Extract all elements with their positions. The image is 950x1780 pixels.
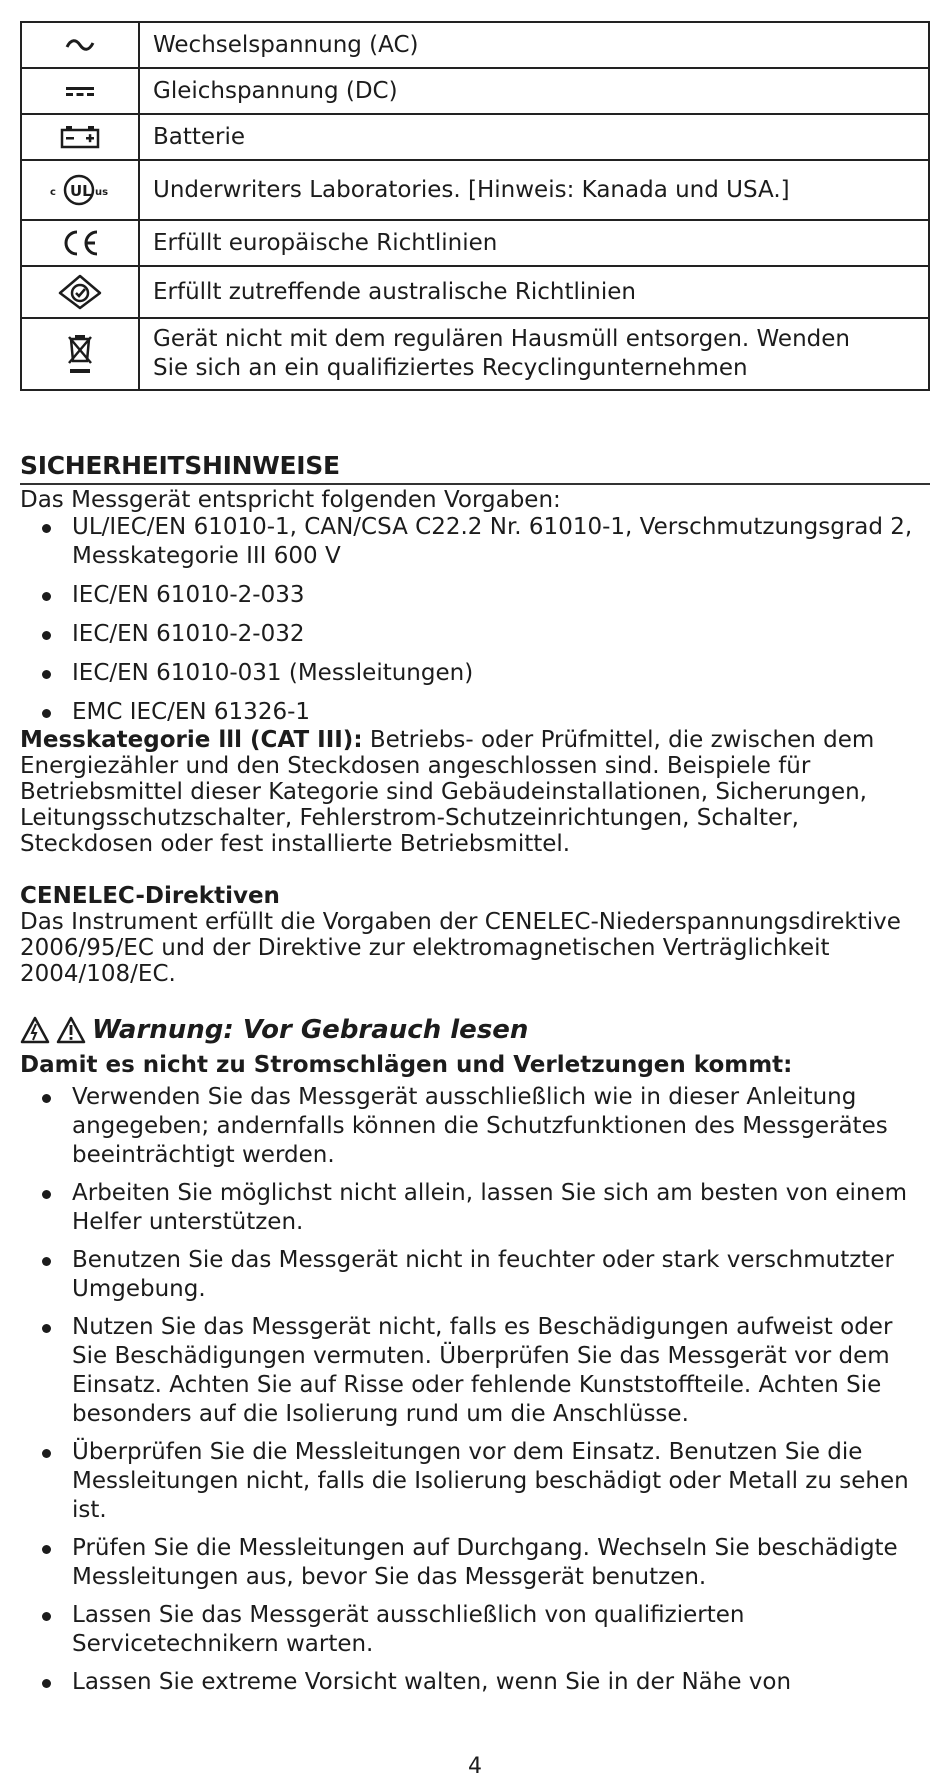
standards-list — [20, 513, 930, 727]
warning-list-item: Nutzen Sie das Messgerät nicht, falls es Beschädigungen aufweist oder Sie Beschädigungen vermuten. Überprüfen Sie das Messgerät vor dem Einsatz. Achten Sie auf Risse oder fehlende Kunststoffteile. Achten Sie besonders auf die Isolierung rund um die Anschlüsse. — [20, 1313, 930, 1429]
electric-hazard-icon — [20, 1016, 50, 1044]
symbol-description: Gleichspannung (DC) — [139, 68, 929, 114]
symbol-icon-cell — [21, 160, 139, 220]
svg-text:c: c — [50, 187, 56, 198]
warning-list-item: Verwenden Sie das Messgerät ausschließlich wie in dieser Anleitung angegeben; andernfalls können die Schutzfunktionen des Messgerätes beeinträchtigt werden. — [20, 1083, 930, 1170]
warning-triangle-icon — [56, 1016, 86, 1044]
warning-list-item: Lassen Sie das Messgerät ausschließlich von qualifizierten Servicetechnikern warten. — [20, 1601, 930, 1659]
symbol-row-dc — [21, 68, 929, 114]
standards-list-item: IEC/EN 61010-031 (Messleitungen) — [20, 659, 930, 688]
symbol-description: Batterie — [139, 114, 929, 160]
safety-heading: SICHERHEITSHINWEISE — [20, 450, 930, 485]
warning-title: Warnung: Vor Gebrauch lesen — [92, 1015, 529, 1045]
symbol-icon-cell — [21, 114, 139, 160]
safety-content — [20, 450, 930, 1706]
symbol-description — [139, 318, 929, 390]
symbol-description: Erfüllt zutreffende australische Richtlinien — [139, 266, 929, 318]
warning-heading — [20, 1013, 930, 1047]
symbol-description-line: Sie sich an ein qualifiziertes Recyclingunternehmen — [153, 355, 748, 381]
symbol-row-weee — [21, 318, 929, 390]
symbol-row-ul — [21, 160, 929, 220]
standards-list-item: IEC/EN 61010-2-032 — [20, 620, 930, 649]
symbol-icon-cell — [21, 68, 139, 114]
symbol-icon-cell — [21, 22, 139, 68]
weee-bin-icon — [66, 331, 94, 377]
symbol-description: Erfüllt europäische Richtlinien — [139, 220, 929, 266]
symbol-row-ac — [21, 22, 929, 68]
measurement-category-text: Betriebs- oder Prüfmittel, die zwischen dem Energiezähler und den Steckdosen angeschlossen sind. Beispiele für Betriebsmittel dieser Kategorie sind Gebäudeinstallationen, Sicherungen, Leitungsschutzschalter, Fehlerstrom-Schutzeinrichtungen, Schalter, Steckdosen oder fest installierte Betriebsmittel. — [20, 727, 875, 857]
symbol-description-line: Gerät nicht mit dem regulären Hausmüll entsorgen. Wenden — [153, 326, 850, 352]
ac-sine-icon — [65, 38, 95, 52]
cenelec-text: Das Instrument erfüllt die Vorgaben der CENELEC-Niederspannungsdirektive 2006/95/EC und der Direktive zur elektromagnetischen Verträglichkeit 2004/108/EC. — [20, 909, 901, 987]
warning-list-item: Überprüfen Sie die Messleitungen vor dem Einsatz. Benutzen Sie die Messleitungen nicht, falls die Isolierung beschädigt oder Metall zu sehen ist. — [20, 1438, 930, 1525]
ul-listing-icon — [48, 172, 112, 208]
svg-text:us: us — [95, 187, 109, 198]
symbol-icon-cell — [21, 266, 139, 318]
symbol-row-battery — [21, 114, 929, 160]
measurement-category-paragraph — [20, 727, 930, 857]
ce-mark-icon — [60, 229, 100, 257]
symbol-row-rcm — [21, 266, 929, 318]
symbol-description: Wechselspannung (AC) — [139, 22, 929, 68]
warning-list-item: Benutzen Sie das Messgerät nicht in feuchter oder stark verschmutzter Umgebung. — [20, 1246, 930, 1304]
dc-icon — [65, 85, 95, 97]
warning-list-item: Arbeiten Sie möglichst nicht allein, lassen Sie sich am besten von einem Helfer unterstützen. — [20, 1179, 930, 1237]
symbol-icon-cell — [21, 220, 139, 266]
rcm-mark-icon — [56, 273, 104, 311]
standards-list-item: EMC IEC/EN 61326-1 — [20, 698, 930, 727]
symbol-description: Underwriters Laboratories. [Hinweis: Kanada und USA.] — [139, 160, 929, 220]
symbol-row-ce — [21, 220, 929, 266]
warning-list-item: Lassen Sie extreme Vorsicht walten, wenn Sie in der Nähe von — [20, 1668, 930, 1697]
warning-list-item: Prüfen Sie die Messleitungen auf Durchgang. Wechseln Sie beschädigte Messleitungen aus, bevor Sie das Messgerät benutzen. — [20, 1534, 930, 1592]
standards-list-item: UL/IEC/EN 61010-1, CAN/CSA C22.2 Nr. 61010-1, Verschmutzungsgrad 2, Messkategorie III 600 V — [20, 513, 930, 571]
symbol-table — [20, 21, 930, 391]
page-number: 4 — [468, 1754, 482, 1779]
warning-subtitle: Damit es nicht zu Stromschlägen und Verletzungen kommt: — [20, 1052, 793, 1078]
measurement-category-label: Messkategorie lll (CAT III): — [20, 727, 363, 753]
warning-list — [20, 1083, 930, 1697]
battery-icon — [60, 125, 100, 149]
symbol-icon-cell — [21, 318, 139, 390]
svg-text:UL: UL — [70, 182, 92, 200]
cenelec-heading: CENELEC-Direktiven — [20, 883, 280, 909]
standards-list-item: IEC/EN 61010-2-033 — [20, 581, 930, 610]
safety-intro: Das Messgerät entspricht folgenden Vorgaben: — [20, 487, 561, 513]
